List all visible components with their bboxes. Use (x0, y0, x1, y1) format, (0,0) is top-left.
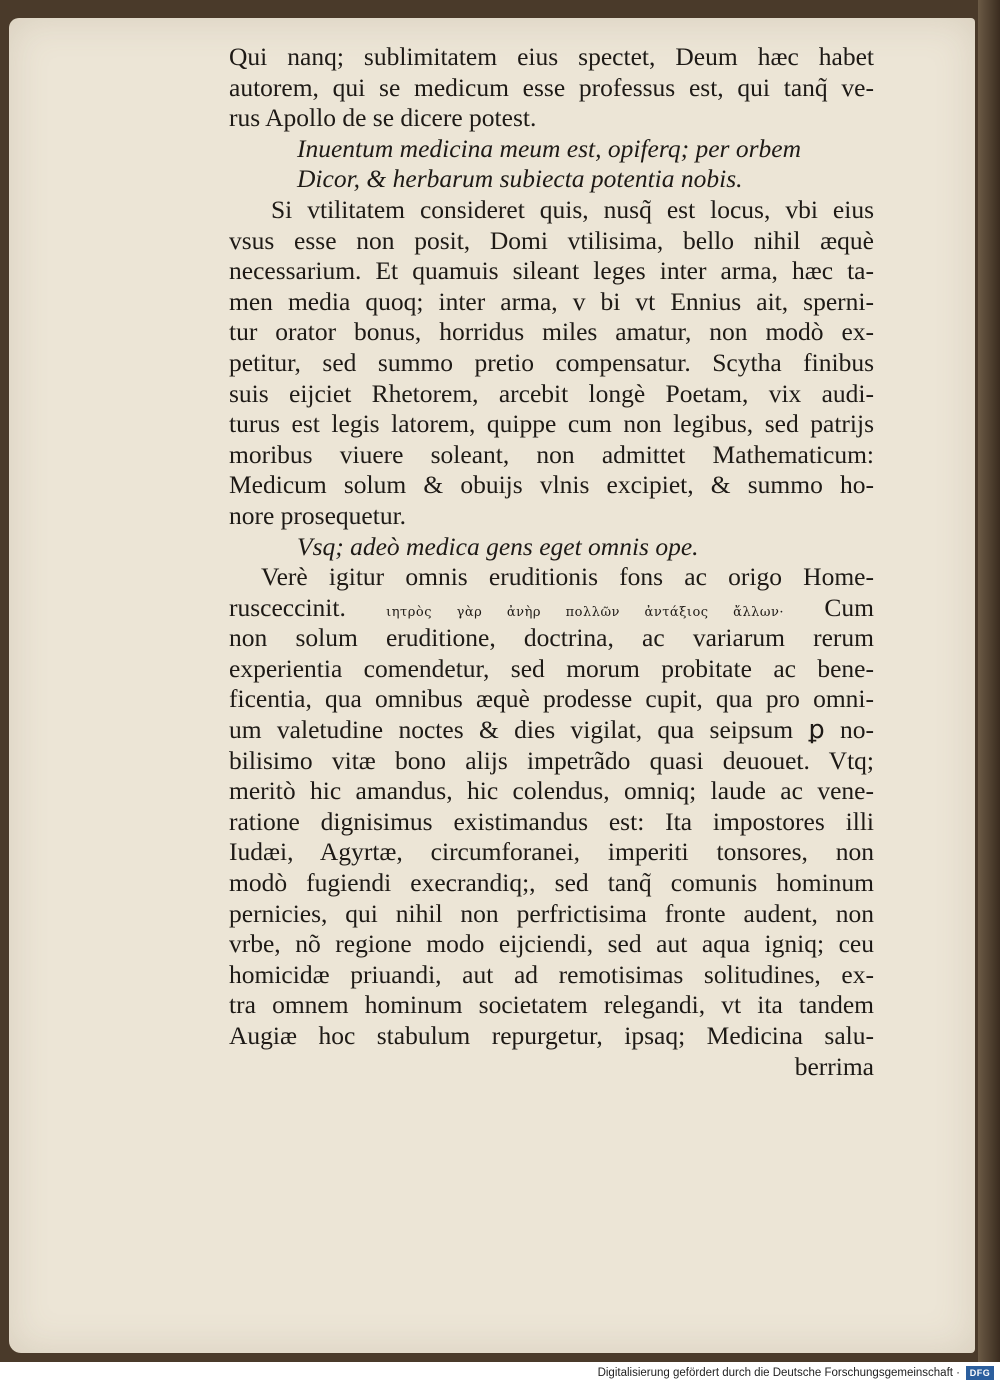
latin-text: Cum (824, 592, 874, 622)
text-line: nore prosequetur. (229, 500, 407, 530)
text-line: ratione dignisimus existimandus est: Ita impostores illi (229, 806, 874, 836)
text-line: Augiæ hoc stabulum repurgetur, ipsaq; Medicina salu- (229, 1021, 874, 1050)
text-line: experientia comendetur, sed morum probitate ac bene- (229, 653, 874, 683)
verse-line: Dicor, & herbarum subiecta potentia nobis. (297, 164, 743, 194)
text-line: Verè igitur omnis eruditionis fons ac origo Home- (261, 562, 874, 592)
funding-notice: Digitalisierung gefördert durch die Deutsche Forschungsgemeinschaft · (597, 1367, 960, 1379)
text-line: rus Apollo de se dicere potest. (229, 103, 537, 133)
text-line: um valetudine noctes & dies vigilat, qua seipsum ꝑ no- (229, 715, 874, 745)
text-line: tur orator bonus, horridus miles amatur, non modò ex- (229, 317, 874, 347)
text-line: homicidæ priuandi, aut ad remotisimas solitudines, ex- (229, 959, 874, 989)
text-line: meritò hic amandus, hic colendus, omniq; laude ac vene- (229, 776, 874, 806)
text-line-with-greek (229, 593, 874, 624)
dfg-logo-icon: DFG (966, 1366, 994, 1380)
text-line: bilisimo vitæ bono alijs impetrãdo quasi deuouet. Vtq; (229, 745, 874, 775)
catchword: berrima (794, 1051, 874, 1081)
text-line: Medicum solum & obuijs vlnis excipiet, & summo ho- (229, 470, 874, 500)
text-line: vsus esse non posit, Domi vtilisima, bello nihil æquè (229, 225, 874, 255)
book-edge (978, 0, 1000, 1362)
text-line: pernicies, qui nihil non perfrictisima fronte audent, non (229, 898, 874, 928)
text-line: necessarium. Et quamuis sileant leges inter arma, hæc ta- (229, 256, 874, 286)
greek-quote: ιητρὸς γὰρ ἀνὴρ πολλῶν ἀντάξιος ἄλλων· (386, 604, 785, 620)
text-line: non solum eruditione, doctrina, ac variarum rerum (229, 623, 874, 653)
page-text (229, 42, 874, 1082)
text-line: Qui nanq; sublimitatem eius spectet, Deum hæc habet (229, 42, 874, 71)
text-line: men media quoq; inter arma, v bi vt Ennius ait, sperni- (229, 286, 874, 316)
text-line: Si vtilitatem consideret quis, nusq̃ est locus, vbi eius (271, 194, 874, 224)
verse-line: Vsq; adeò medica gens eget omnis ope. (297, 531, 699, 561)
footer-bar (0, 1362, 1000, 1385)
text-line: petitur, sed summo pretio compensatur. Scytha finibus (229, 347, 874, 377)
text-line: ficentia, qua omnibus æquè prodesse cupit, qua pro omni- (229, 684, 874, 714)
text-line: moribus viuere soleant, non admittet Mathematicum: (229, 439, 874, 469)
text-line: tra omnem hominum societatem relegandi, vt ita tandem (229, 990, 874, 1020)
verse-line: Inuentum medicina meum est, opiferq; per orbem (297, 133, 801, 163)
text-line: autorem, qui se medicum esse professus est, qui tanq̃ ve- (229, 72, 874, 102)
text-line: Iudæi, Agyrtæ, circumforanei, imperiti tonsores, non (229, 837, 874, 867)
text-line: modò fugiendi execrandiq;, sed tanq̃ comunis hominum (229, 868, 874, 898)
text-line: vrbe, nõ regione modo eijciendi, sed aut aqua igniq; ceu (229, 929, 874, 959)
text-line: turus est legis latorem, quippe cum non legibus, sed patrijs (229, 409, 874, 439)
latin-text: rusceccinit. (229, 592, 346, 622)
text-line: suis eijciet Rhetorem, arcebit longè Poetam, vix audi- (229, 378, 874, 408)
book-page (9, 18, 975, 1353)
